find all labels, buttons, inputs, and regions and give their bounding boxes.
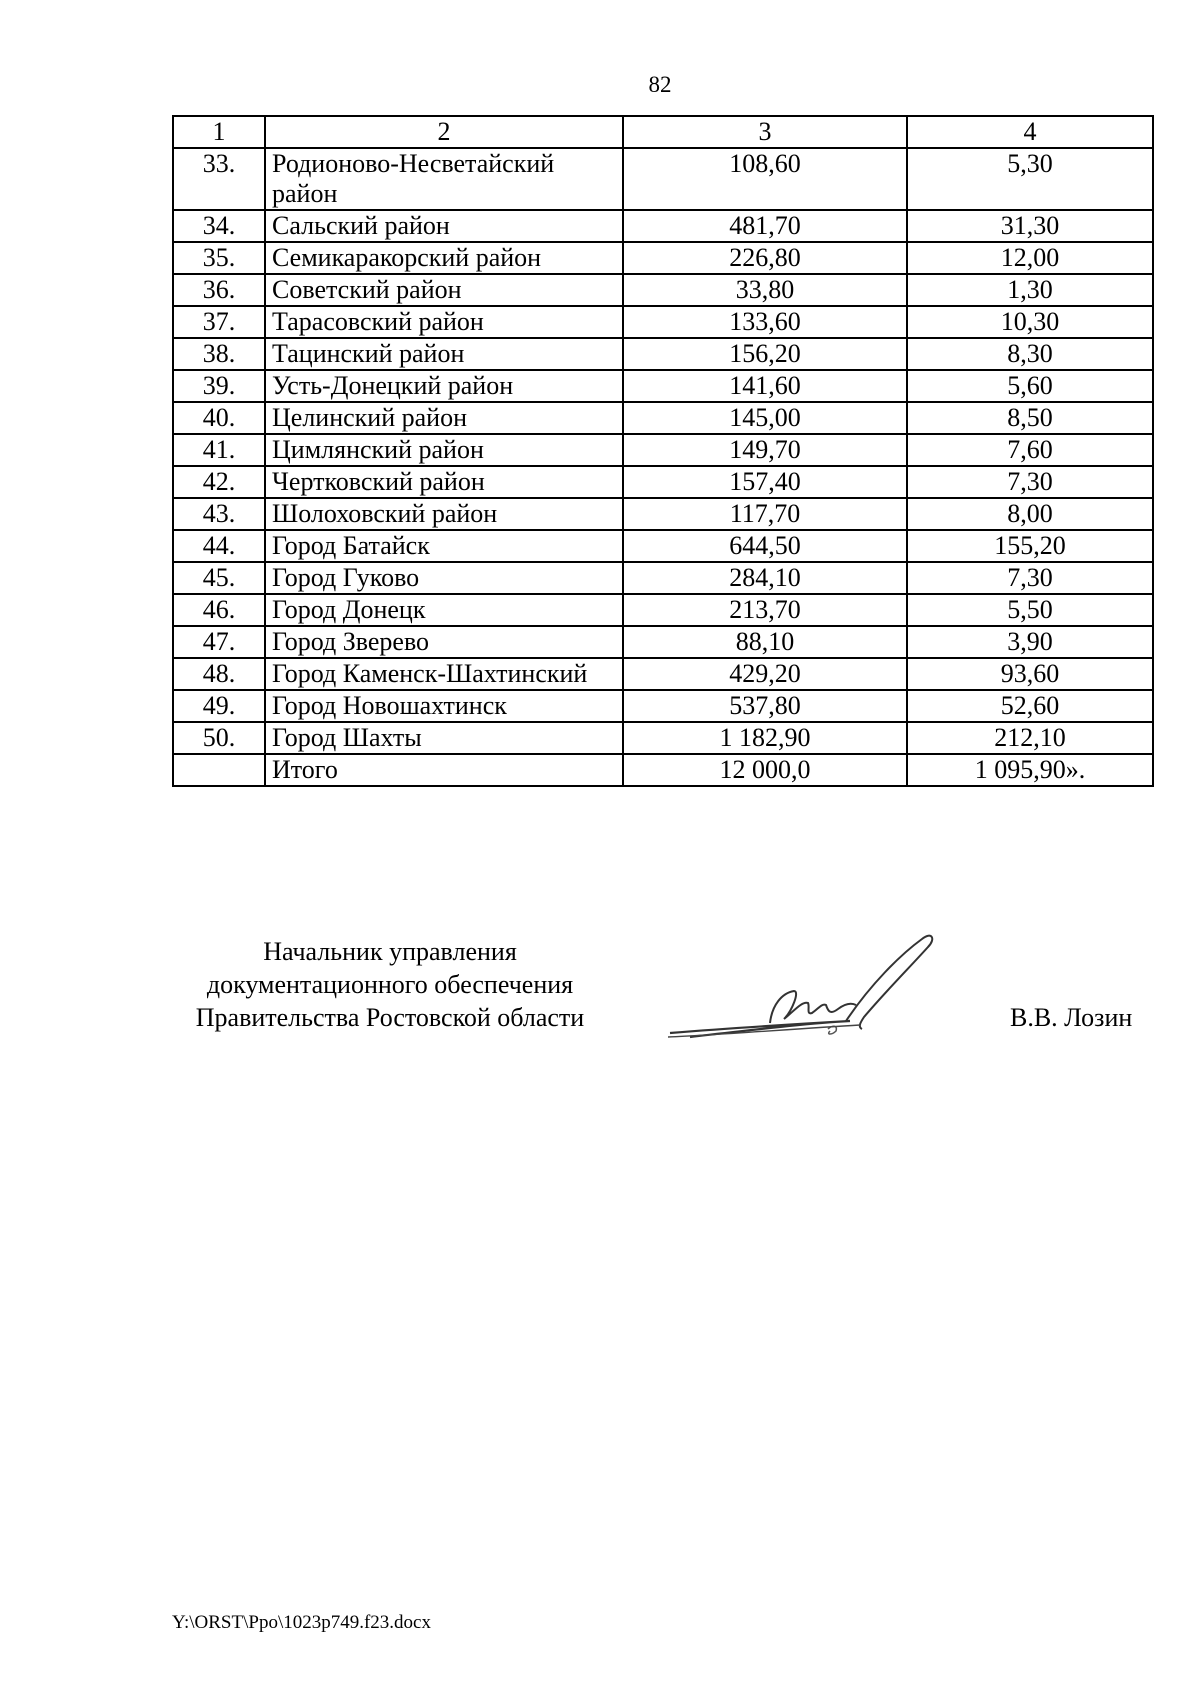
file-path: Y:\ORST\Ppo\1023p749.f23.docx [172, 1612, 431, 1633]
row-value-col4: 7,60 [907, 434, 1153, 466]
row-number: 34. [173, 210, 265, 242]
row-number: 47. [173, 626, 265, 658]
table-row [173, 658, 1153, 690]
row-value-col3: 1 182,90 [623, 722, 907, 754]
signer-name: В.В. Лозин [1010, 1003, 1133, 1032]
row-number: 42. [173, 466, 265, 498]
row-name: Тацинский район [265, 338, 623, 370]
row-number: 38. [173, 338, 265, 370]
row-value-col4: 31,30 [907, 210, 1153, 242]
row-value-col4: 7,30 [907, 562, 1153, 594]
column-header: 4 [907, 116, 1153, 148]
row-name: Родионово-Несветайский район [265, 148, 623, 210]
column-header: 2 [265, 116, 623, 148]
table-row [173, 370, 1153, 402]
row-value-col3: 141,60 [623, 370, 907, 402]
row-value-col3: 145,00 [623, 402, 907, 434]
row-number: 41. [173, 434, 265, 466]
row-number: 39. [173, 370, 265, 402]
row-value-col4: 8,00 [907, 498, 1153, 530]
table-row [173, 242, 1153, 274]
row-name: Тарасовский район [265, 306, 623, 338]
row-number: 35. [173, 242, 265, 274]
row-name: Чертковский район [265, 466, 623, 498]
table-row [173, 274, 1153, 306]
row-value-col4: 3,90 [907, 626, 1153, 658]
row-name: Город Донецк [265, 594, 623, 626]
signatory-title-line: Правительства Ростовской области [195, 1003, 585, 1032]
row-value-col4: 7,30 [907, 466, 1153, 498]
column-header: 3 [623, 116, 907, 148]
row-value-col4: 212,10 [907, 722, 1153, 754]
row-value-col3: 284,10 [623, 562, 907, 594]
row-value-col3: 88,10 [623, 626, 907, 658]
handwritten-signature [660, 925, 960, 1045]
row-name: Город Шахты [265, 722, 623, 754]
row-value-col4: 8,50 [907, 402, 1153, 434]
table-body [173, 148, 1153, 786]
row-number: 37. [173, 306, 265, 338]
table-row [173, 690, 1153, 722]
signatory-title-line: Начальник управления [263, 937, 517, 966]
row-name: Цимлянский район [265, 434, 623, 466]
row-value-col4: 1 095,90». [907, 754, 1153, 786]
table-row [173, 306, 1153, 338]
row-name: Целинский район [265, 402, 623, 434]
row-name: Усть-Донецкий район [265, 370, 623, 402]
row-value-col3: 133,60 [623, 306, 907, 338]
row-value-col3: 429,20 [623, 658, 907, 690]
row-name: Сальский район [265, 210, 623, 242]
row-name: Шолоховский район [265, 498, 623, 530]
row-value-col4: 155,20 [907, 530, 1153, 562]
row-number: 46. [173, 594, 265, 626]
row-name: Город Новошахтинск [265, 690, 623, 722]
row-value-col3: 226,80 [623, 242, 907, 274]
table-row [173, 338, 1153, 370]
row-name: Семикаракорский район [265, 242, 623, 274]
row-value-col4: 12,00 [907, 242, 1153, 274]
row-value-col3: 33,80 [623, 274, 907, 306]
row-number: 40. [173, 402, 265, 434]
table-row [173, 594, 1153, 626]
table-row [173, 530, 1153, 562]
table-row [173, 754, 1153, 786]
row-number [173, 754, 265, 786]
row-number: 33. [173, 148, 265, 210]
table-row [173, 626, 1153, 658]
signatory-title [170, 935, 610, 1034]
row-value-col4: 8,30 [907, 338, 1153, 370]
row-value-col4: 5,30 [907, 148, 1153, 210]
row-value-col3: 149,70 [623, 434, 907, 466]
row-value-col4: 93,60 [907, 658, 1153, 690]
row-value-col3: 117,70 [623, 498, 907, 530]
row-number: 50. [173, 722, 265, 754]
page-number: 82 [648, 72, 672, 97]
row-name: Город Каменск-Шахтинский [265, 658, 623, 690]
row-value-col3: 537,80 [623, 690, 907, 722]
row-number: 43. [173, 498, 265, 530]
table-row [173, 210, 1153, 242]
table-row [173, 562, 1153, 594]
column-header: 1 [173, 116, 265, 148]
row-value-col3: 156,20 [623, 338, 907, 370]
row-value-col3: 12 000,0 [623, 754, 907, 786]
table-row [173, 722, 1153, 754]
table-row [173, 402, 1153, 434]
row-value-col3: 157,40 [623, 466, 907, 498]
row-name: Город Гуково [265, 562, 623, 594]
row-number: 48. [173, 658, 265, 690]
row-value-col3: 213,70 [623, 594, 907, 626]
table-row [173, 434, 1153, 466]
row-value-col4: 52,60 [907, 690, 1153, 722]
row-name: Итого [265, 754, 623, 786]
row-number: 49. [173, 690, 265, 722]
row-number: 44. [173, 530, 265, 562]
row-value-col4: 5,50 [907, 594, 1153, 626]
row-value-col4: 1,30 [907, 274, 1153, 306]
row-number: 36. [173, 274, 265, 306]
table-row [173, 466, 1153, 498]
data-table [172, 115, 1154, 787]
row-value-col4: 10,30 [907, 306, 1153, 338]
table-row [173, 498, 1153, 530]
row-name: Город Зверево [265, 626, 623, 658]
table-row [173, 148, 1153, 210]
row-value-col4: 5,60 [907, 370, 1153, 402]
row-value-col3: 108,60 [623, 148, 907, 210]
row-value-col3: 644,50 [623, 530, 907, 562]
row-name: Город Батайск [265, 530, 623, 562]
table-header-row [173, 116, 1153, 148]
row-name: Советский район [265, 274, 623, 306]
row-value-col3: 481,70 [623, 210, 907, 242]
signatory-title-line: документационного обеспечения [206, 970, 574, 999]
row-number: 45. [173, 562, 265, 594]
